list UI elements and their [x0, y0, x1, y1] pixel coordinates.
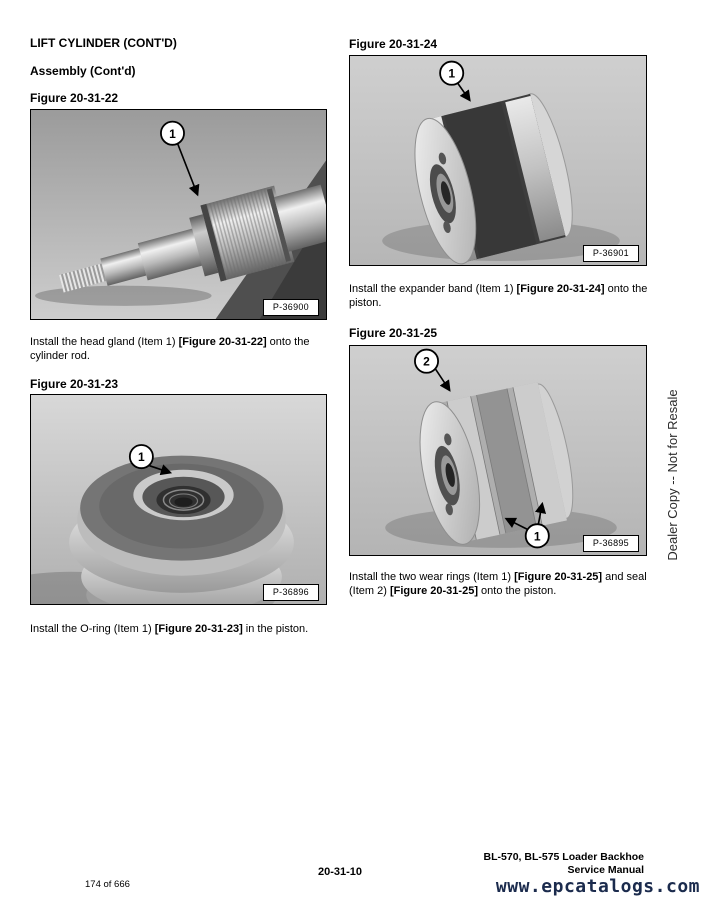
photo-id-label: P-36896 [263, 584, 319, 601]
instruction-paragraph-4 [349, 570, 661, 598]
piston-expander-band-photo-illustration [350, 56, 646, 265]
footer-manual-title-line2: Service Manual [567, 864, 644, 876]
text-segment: onto the cylinder rod. [30, 336, 310, 362]
callout-1-number: 1 [448, 66, 456, 81]
text-segment: onto the piston. [349, 283, 648, 309]
footer-section-page-number: 20-31-10 [317, 866, 363, 878]
callout-1-number: 1 [138, 450, 145, 465]
photo-id-label: P-36900 [263, 299, 319, 316]
dealer-copy-watermark: Dealer Copy -- Not for Resale [665, 389, 680, 561]
figure-photo-20-31-22 [30, 109, 327, 320]
figure-reference: [Figure 20-31-23] [154, 623, 243, 635]
figure-reference: [Figure 20-31-25] [514, 571, 603, 583]
figure-reference: [Figure 20-31-24] [516, 283, 605, 295]
callout-1-number: 1 [533, 529, 541, 544]
callout-2-number: 2 [423, 354, 430, 369]
footer-page-count: 174 of 666 [85, 879, 130, 890]
figure-caption-20-31-24: Figure 20-31-24 [349, 37, 438, 51]
instruction-paragraph-1 [30, 335, 342, 363]
text-segment: and seal (Item 2) [349, 571, 647, 597]
footer-manual-title-line1: BL-570, BL-575 Loader Backhoe [483, 851, 644, 863]
piston-oring-photo-illustration [31, 395, 326, 604]
text-segment: Install the expander band (Item 1) [349, 283, 517, 295]
figure-caption-20-31-23: Figure 20-31-23 [30, 377, 119, 391]
figure-reference: [Figure 20-31-25] [389, 585, 478, 597]
piston-wear-rings-photo-illustration [350, 346, 646, 555]
figure-photo-20-31-24 [349, 55, 647, 266]
figure-caption-20-31-25: Figure 20-31-25 [349, 326, 438, 340]
cylinder-rod-photo-illustration [31, 110, 326, 319]
photo-id-label: P-36901 [583, 245, 639, 262]
text-segment: Install the O-ring (Item 1) [30, 623, 155, 635]
text-segment: in the piston. [242, 623, 309, 635]
callout-1-number: 1 [169, 126, 176, 141]
figure-photo-20-31-25 [349, 345, 647, 556]
text-segment: Install the two wear rings (Item 1) [349, 571, 515, 583]
section-subtitle: Assembly (Cont'd) [30, 64, 136, 78]
figure-photo-20-31-23 [30, 394, 327, 605]
text-segment: onto the piston. [477, 585, 557, 597]
figure-caption-20-31-22: Figure 20-31-22 [30, 91, 119, 105]
instruction-paragraph-2 [30, 622, 342, 636]
photo-id-label: P-36895 [583, 535, 639, 552]
text-segment: Install the head gland (Item 1) [30, 336, 179, 348]
page-title: LIFT CYLINDER (CONT'D) [30, 36, 177, 50]
figure-reference: [Figure 20-31-22] [178, 336, 267, 348]
footer-manual-title [484, 851, 644, 877]
website-link[interactable]: www.epcatalogs.com [495, 876, 700, 897]
instruction-paragraph-3 [349, 282, 661, 310]
